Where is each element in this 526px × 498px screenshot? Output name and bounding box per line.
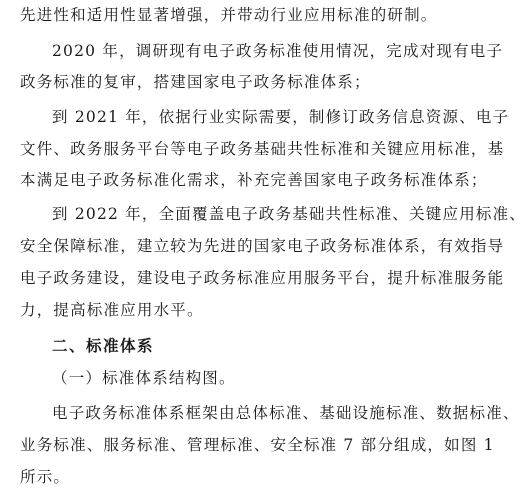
paragraph-line: 到 2021 年，依据行业实际需要，制修订政务信息资源、电子 <box>52 108 510 126</box>
subsection-heading: （一）标准体系结构图。 <box>52 369 236 387</box>
paragraph-line: 所示。 <box>20 468 71 486</box>
paragraph-line: 电子政务建设，建设电子政务标准应用服务平台，提升标准服务能 <box>20 269 505 287</box>
paragraph-line: 到 2022 年，全面覆盖电子政务基础共性标准、关键应用标准、 <box>52 205 526 223</box>
paragraph-line: 本满足电子政务标准化需求，补充完善国家电子政务标准体系； <box>20 171 488 189</box>
paragraph-line: 安全保障标准，建立较为先进的国家电子政务标准体系，有效指导 <box>20 237 505 255</box>
section-heading: 二、标准体系 <box>52 337 155 355</box>
paragraph-line: 业务标准、服务标准、管理标准、安全标准 7 部分组成，如图 1 <box>20 436 495 454</box>
paragraph-line: 电子政务标准体系框架由总体标准、基础设施标准、数据标准、 <box>52 404 520 422</box>
paragraph-line: 文件、政务服务平台等电子政务基础共性标准和关键应用标准，基 <box>20 140 505 158</box>
paragraph-line: 先进性和适用性显著增强，并带动行业应用标准的研制。 <box>20 6 438 24</box>
paragraph-line: 2020 年，调研现有电子政务标准使用情况，完成对现有电子 <box>52 42 504 60</box>
paragraph-line: 力，提高标准应用水平。 <box>20 301 204 319</box>
paragraph-line: 政务标准的复审，搭建国家电子政务标准体系； <box>20 73 371 91</box>
